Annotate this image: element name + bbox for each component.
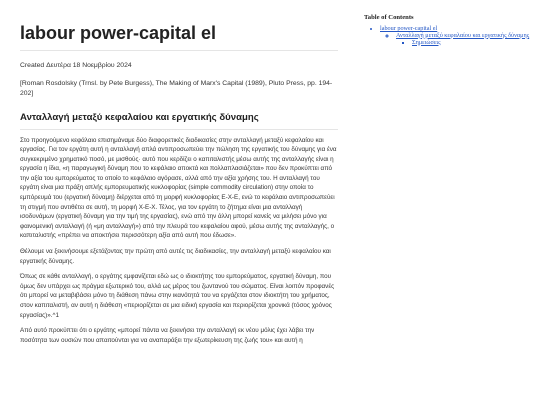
paragraph: Από αυτό προκύπτει ότι ο εργάτης «μπορεί πάντα να ξεκινήσει την ανταλλαγή εκ νέου μόλις έχει λάβει την ποσότητα των ουσιών που απαιτούνται για να αναπαράξει την εξωτερίκευση της ζωής του» και αυτή η [20, 327, 315, 344]
created-date: Created Δευτέρα 18 Νοεμβρίου 2024 [20, 62, 132, 69]
toc-link-title[interactable]: labour power-capital el [380, 25, 438, 32]
toc-item [412, 40, 534, 47]
toc-link-notes[interactable]: Σημειώσεις [412, 38, 441, 46]
section-heading: Ανταλλαγή μεταξύ κεφαλαίου και εργατικής δύναμης [20, 111, 338, 130]
toc-subsublist [396, 40, 534, 47]
table-of-contents [364, 14, 534, 46]
toc-list [364, 26, 534, 46]
main-content [20, 22, 338, 351]
toc-title: Table of Contents [364, 14, 414, 21]
citation: [Roman Rosdolsky (Trnsl. by Pete Burgess), The Making of Marx's Capital (1989), Pluto Press, pp. 194-202] [20, 79, 333, 97]
paragraph: Στο προηγούμενο κεφάλαιο επισημάναμε δύο διαφορετικές διαδικασίες στην ανταλλαγή μεταξύ κεφαλαίου και εργασίας. Για τον εργάτη αυτή η ανταλλαγή απλά αντιπροσωπεύει την πώληση της εργατικής του δύναμης για ένα συγκεκριμένο χρηματικό ποσό, με μισθούς· αυτό που κερδίζει ο καπιταλιστής μέσω αυτής της ανταλλαγής είναι η εργασία η ίδια, «η παραγωγική δύναμη που το κεφάλαιο αποκτά και πολλαπλασιάζεται» που δεν προκύπτει από την αξία του εμπορεύματος το οποίο το κεφάλαιο αγόρασε, αλλά από την αξία χρήσης του. Η ανταλλαγή του εργάτη είναι μια πράξη απλής εμπορευματικής κυκλοφορίας (simple commodity circulation) στην οποία το εμπόρευμά του (εργατική δύναμη) διέρχεται από τη μορφή κυκλοφορίας Ε-Χ-Ε, ενώ το κεφάλαιο αντιπροσωπεύει τη στιγμή που αντιθέτει σε αυτή, τη μορφή Χ-Ε-Χ. Τέλος, για τον εργάτη το ζήτημα είναι μια ανταλλαγή ισοδυνάμων (εργατική δύναμη για την τιμή της εργασίας), ενώ από την άλλη μπορεί κανείς να μιλήσει μόνο για φαινομενική ανταλλαγή (ή «μη ανταλλαγή») από την πλευρά του κεφαλαίου αφού, μέσω αυτής της ανταλλαγής, ο καπιταλιστής «πρέπει να αποκτήσει περισσότερη αξία από αυτή που έδωσε». [20, 136, 337, 240]
toc-sublist [380, 33, 534, 47]
toc-link-section[interactable]: Ανταλλαγή μεταξύ κεφαλαίου και εργατικής δύναμης [396, 31, 530, 39]
paragraph: Όπως σε κάθε ανταλλαγή, ο εργάτης εμφανίζεται εδώ ως ο ιδιοκτήτης του εμπορεύματος, εργατική δύναμη, που όμως δεν υπάρχει ως πράγμα εξωτερικό του, αλλά ως μέρος του ζωντανού του σώματος. Είναι λοιπόν προφανές ότι μπορεί να μεταβιβάσει μόνο τη διάθεση πάνω στην ικανότητά του να εργάζεται στον ιδιοκτήτη του χρήματος, στον καπιταλιστή, αν αυτή η διάθεση «περιορίζεται σε μια ειδική εργασία και περιορίζεται χρονικά (τόσος χρόνος εργασίας)».^1 [20, 273, 335, 319]
toc-item [380, 26, 534, 46]
toc-item [396, 33, 534, 47]
page-title: labour power-capital el [20, 22, 338, 51]
paragraph: Θέλουμε να ξεκινήσουμε εξετάζοντας την πρώτη από αυτές τις διαδικασίες, την ανταλλαγή μεταξύ κεφαλαίου και εργατικής δύναμης. [20, 248, 331, 265]
